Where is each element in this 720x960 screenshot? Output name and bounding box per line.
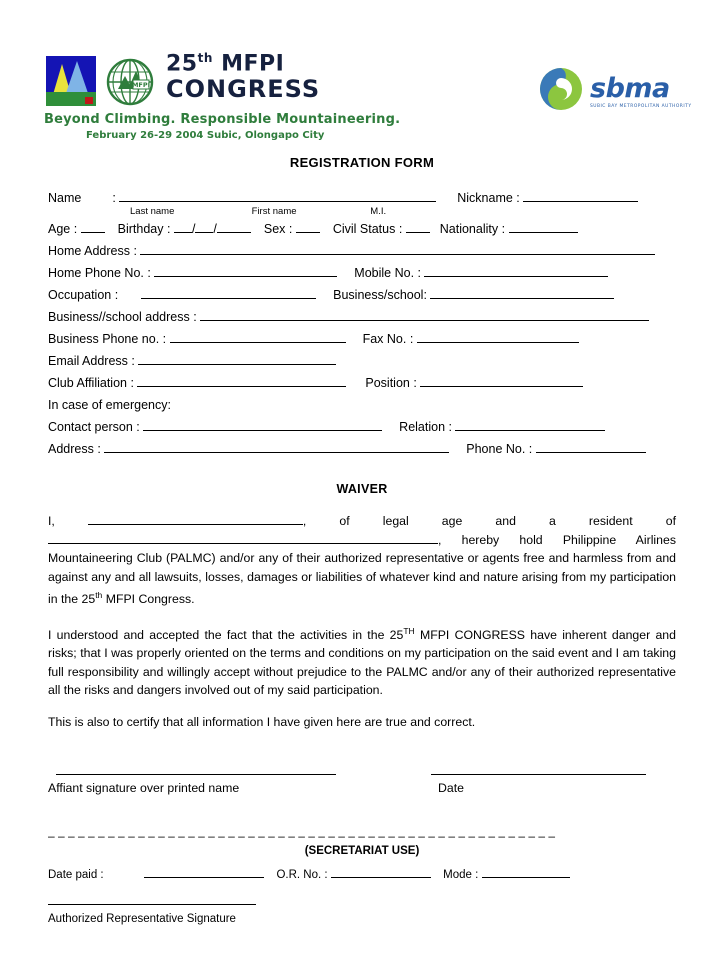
date-paid-input[interactable] (144, 864, 264, 878)
mfpi-globe-icon (106, 58, 154, 106)
field-row-phones (48, 262, 676, 284)
congress-logo (46, 51, 321, 106)
sbma-subtitle: SUBIC BAY METROPOLITAN AUTHORITY (590, 103, 692, 109)
congress-org: MFPI (221, 51, 285, 77)
field-row-club (48, 372, 676, 394)
emergency-heading: In case of emergency: (48, 398, 171, 412)
middle-initial-sublabel: M.I. (370, 206, 387, 217)
nationality-input[interactable] (509, 219, 578, 233)
field-row-contact-person (48, 416, 676, 438)
field-row-home-address (48, 240, 676, 262)
mode-input[interactable] (482, 864, 570, 878)
waiver-p2-rest: MFPI CONGRESS have inherent danger and risks; that I was properly oriented on the terms and conditions on my participation on the said event and I am taking full responsibility and willingly accept without prejudice to the PALMC and/or any of their authorized representative all the risks and dangers involved out of my said participation. (48, 627, 676, 698)
date-caption: Date (438, 781, 464, 796)
authorized-rep-caption: Authorized Representative Signature (48, 913, 236, 926)
birthday-slash-1: / (191, 222, 196, 236)
name-colon: : (112, 191, 116, 205)
email-label: Email Address : (48, 354, 135, 368)
field-row-email (48, 350, 676, 372)
field-row-business-address (48, 306, 676, 328)
civil-status-label: Civil Status : (332, 222, 403, 236)
sbma-wordmark: sbma (590, 72, 670, 104)
nickname-label: Nickname : (457, 191, 520, 205)
signature-block (48, 773, 676, 817)
relation-input[interactable] (455, 417, 605, 431)
waiver-paragraph-2 (48, 622, 676, 700)
page-title: REGISTRATION FORM (289, 155, 435, 170)
secretariat-divider: – – – – – – – – – – – – – – – – – – – – – – – – – – – – – – – – – – – – – – – – – – – – – – – – – – – (48, 829, 556, 844)
emergency-address-input[interactable] (104, 439, 449, 453)
position-input[interactable] (420, 373, 583, 387)
waiver-p1-rest: , hereby hold Philippine Airlines Mountaineering Club (PALMC) and/or any of their authorized representative or agents free and harmless from and against any and all lawsuits, losses, damages or liabilities of whatever kind and nature arising from my participation in the 25 (48, 532, 676, 607)
email-input[interactable] (138, 351, 336, 365)
home-address-input[interactable] (140, 241, 655, 255)
congress-number: 25 (166, 51, 198, 77)
waiver-p1-start: I, (48, 514, 55, 528)
field-row-age-birthday (48, 218, 676, 240)
fax-label: Fax No. : (362, 332, 414, 346)
home-phone-label: Home Phone No. : (48, 266, 151, 280)
name-input[interactable] (119, 188, 436, 202)
waiver-p2-ordinal: TH (403, 625, 415, 636)
waiver-p1-ordinal: th (95, 590, 103, 600)
birthday-year-input[interactable] (217, 220, 251, 233)
or-no-input[interactable] (331, 864, 431, 878)
waiver-p1-mid: , of legal age and a resident of (302, 514, 676, 528)
sex-input[interactable] (296, 219, 320, 233)
fax-input[interactable] (417, 329, 579, 343)
business-school-input[interactable] (430, 285, 614, 299)
club-affiliation-label: Club Affiliation : (48, 376, 134, 390)
field-row-business-phone (48, 328, 676, 350)
business-school-address-label: Business//school address : (48, 310, 197, 324)
or-no-label: O.R. No. : (276, 869, 328, 882)
waiver-p2-start: I understood and accepted the fact that the activities in the 25 (48, 627, 404, 642)
mobile-input[interactable] (424, 263, 608, 277)
birthday-label: Birthday : (117, 222, 171, 236)
contact-person-label: Contact person : (48, 420, 140, 434)
position-label: Position : (365, 376, 417, 390)
congress-ordinal: th (197, 51, 213, 65)
first-name-sublabel: First name (251, 206, 297, 217)
mobile-label: Mobile No. : (354, 266, 421, 280)
affiant-signature-line[interactable] (56, 773, 336, 775)
relation-label: Relation : (399, 420, 452, 434)
sbma-globe-icon (538, 66, 584, 117)
emergency-address-label: Address : (48, 442, 101, 456)
secretariat-title: (SECRETARIAT USE) (304, 845, 420, 858)
waiver-p1-end: MFPI Congress. (102, 592, 195, 607)
nationality-label: Nationality : (439, 222, 506, 236)
nickname-input[interactable] (523, 188, 638, 202)
civil-status-input[interactable] (406, 219, 430, 233)
home-address-label: Home Address : (48, 244, 137, 258)
sex-label: Sex : (263, 222, 293, 236)
waiver-affiant-name-input[interactable] (88, 512, 303, 525)
occupation-input[interactable] (141, 285, 316, 299)
age-input[interactable] (81, 219, 105, 233)
field-row-secretariat (48, 864, 676, 885)
date-signature-line[interactable] (431, 773, 646, 775)
congress-wordmark (166, 51, 321, 104)
affiant-signature-caption: Affiant signature over printed name (48, 781, 240, 796)
date-paid-label: Date paid : (48, 869, 104, 882)
emergency-phone-input[interactable] (536, 439, 646, 453)
birthday-day-input[interactable] (195, 220, 213, 233)
field-row-occupation (48, 284, 676, 306)
business-phone-label: Business Phone no. : (48, 332, 167, 346)
authorized-rep-signature-line-wrap (48, 885, 676, 910)
birthday-month-input[interactable] (174, 220, 192, 233)
waiver-title: WAIVER (336, 482, 388, 496)
business-school-address-input[interactable] (200, 307, 649, 321)
congress-title: CONGRESS (166, 75, 321, 104)
name-label: Name (48, 191, 82, 205)
page-header (0, 0, 720, 150)
business-school-label: Business/school: (333, 288, 427, 302)
age-label: Age : (48, 222, 78, 236)
form-body (48, 155, 676, 925)
mode-label: Mode : (443, 869, 479, 882)
business-phone-input[interactable] (170, 329, 346, 343)
certification-statement: This is also to certify that all information I have given here are true and correct. (48, 714, 476, 729)
contact-person-input[interactable] (143, 417, 382, 431)
sbma-logo (538, 66, 692, 117)
occupation-label: Occupation : (48, 288, 119, 302)
congress-date-venue: February 26-29 2004 Subic, Olongapo City (86, 130, 325, 141)
waiver-residence-input[interactable] (48, 531, 438, 544)
club-affiliation-input[interactable] (137, 373, 346, 387)
authorized-rep-signature-line[interactable] (48, 891, 256, 905)
home-phone-input[interactable] (154, 263, 337, 277)
waiver-paragraph-1 (48, 512, 676, 609)
field-row-emergency-address (48, 438, 676, 460)
last-name-sublabel: Last name (130, 206, 175, 217)
congress-tagline: Beyond Climbing. Responsible Mountaineering. (44, 112, 401, 127)
svg-text:MFPI: MFPI (131, 81, 151, 89)
mmc-mountain-logo-icon (46, 56, 96, 106)
emergency-phone-label: Phone No. : (466, 442, 533, 456)
birthday-slash-2: / (213, 222, 217, 236)
